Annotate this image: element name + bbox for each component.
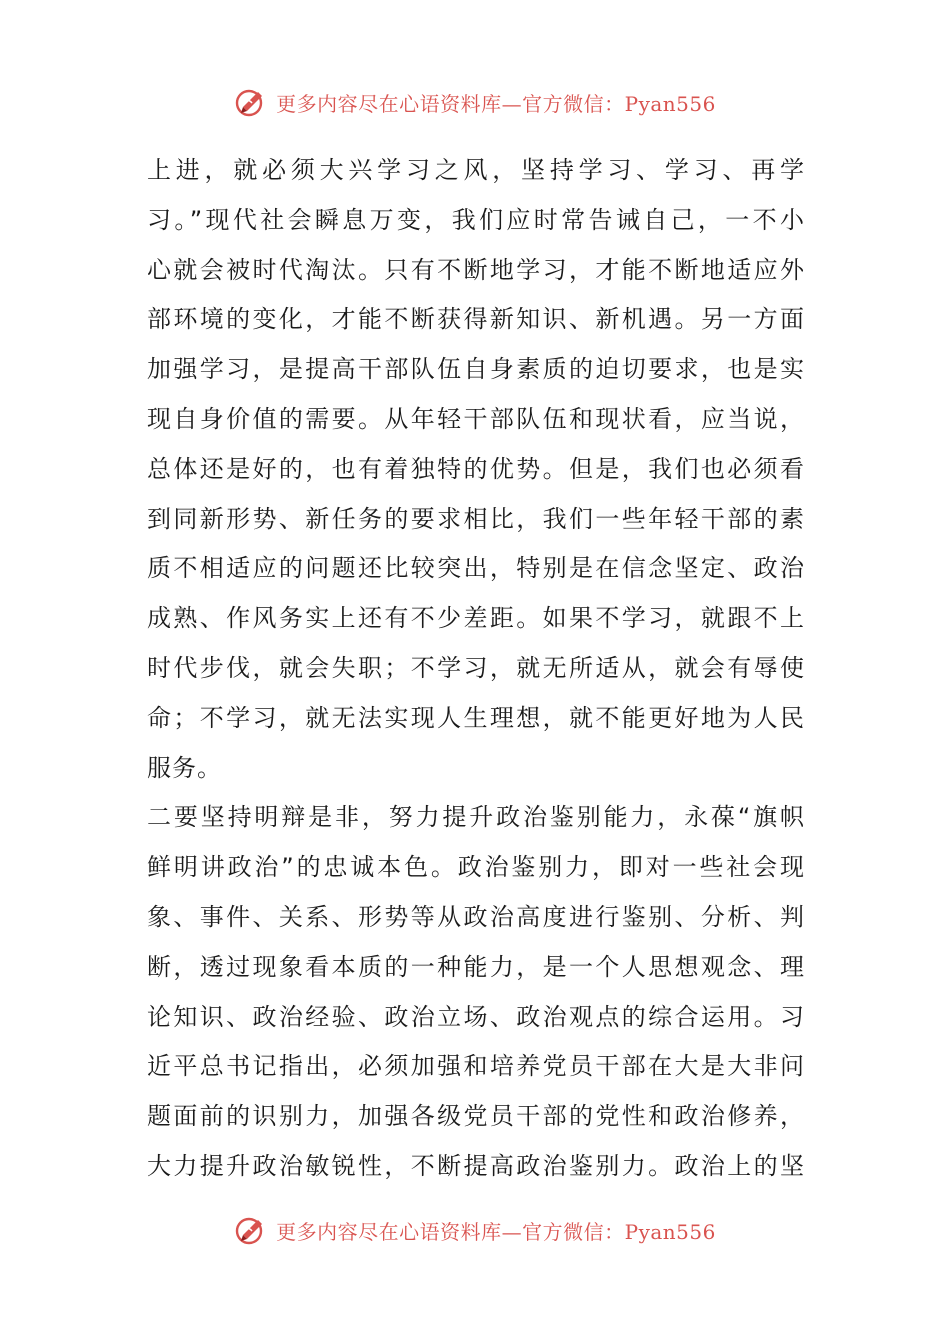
document-body (147, 146, 805, 1192)
text-line: 上进，就必须大兴学习之风，坚持学习、学习、再学 (147, 156, 805, 184)
text-line: 质不相适应的问题还比较突出，特别是在信念坚定、政治 (147, 554, 805, 583)
pen-logo-icon (234, 85, 268, 119)
text-line: 鲜明讲政治”的忠诚本色。政治鉴别力，即对一些社会现 (147, 853, 805, 882)
text-line: 总体还是好的，也有着独特的优势。但是，我们也必须看 (147, 454, 805, 483)
text-line: 二要坚持明辩是非，努力提升政治鉴别能力，永葆“旗帜 (147, 803, 805, 832)
text-line: 大力提升政治敏锐性，不断提高政治鉴别力。政治上的坚 (147, 1151, 805, 1180)
text-line: 时代步伐，就会失职；不学习，就无所适从，就会有辱使 (147, 653, 805, 682)
text-line: 部环境的变化，才能不断获得新知识、新机遇。另一方面 (147, 305, 805, 334)
header-watermark (0, 82, 950, 122)
text-line: 到同新形势、新任务的要求相比，我们一些年轻干部的素 (147, 504, 805, 533)
text-line: 服务。 (147, 753, 222, 782)
watermark-text: 更多内容尽在心语资料库—官方微信：Pyan556 (276, 1219, 716, 1244)
text-line: 习。”现代社会瞬息万变，我们应时常告诫自己，一不小 (147, 205, 805, 234)
text-line: 题面前的识别力，加强各级党员干部的党性和政治修养， (147, 1102, 805, 1131)
pen-logo-icon (234, 1213, 268, 1247)
text-line: 命；不学习，就无法实现人生理想，就不能更好地为人民 (147, 703, 805, 732)
text-line: 论知识、政治经验、政治立场、政治观点的综合运用。习 (147, 1002, 805, 1031)
text-line: 加强学习，是提高干部队伍自身素质的迫切要求，也是实 (147, 355, 805, 384)
text-line: 现自身价值的需要。从年轻干部队伍和现状看，应当说， (147, 404, 805, 433)
text-line: 断，透过现象看本质的一种能力，是一个人思想观念、理 (147, 952, 805, 981)
footer-watermark (0, 1210, 950, 1250)
watermark-text: 更多内容尽在心语资料库—官方微信：Pyan556 (276, 91, 716, 116)
text-line: 心就会被时代淘汰。只有不断地学习，才能不断地适应外 (147, 255, 805, 284)
text-line: 近平总书记指出，必须加强和培养党员干部在大是大非问 (147, 1052, 805, 1081)
text-line: 象、事件、关系、形势等从政治高度进行鉴别、分析、判 (147, 902, 805, 931)
text-line: 成熟、作风务实上还有不少差距。如果不学习，就跟不上 (147, 604, 805, 633)
